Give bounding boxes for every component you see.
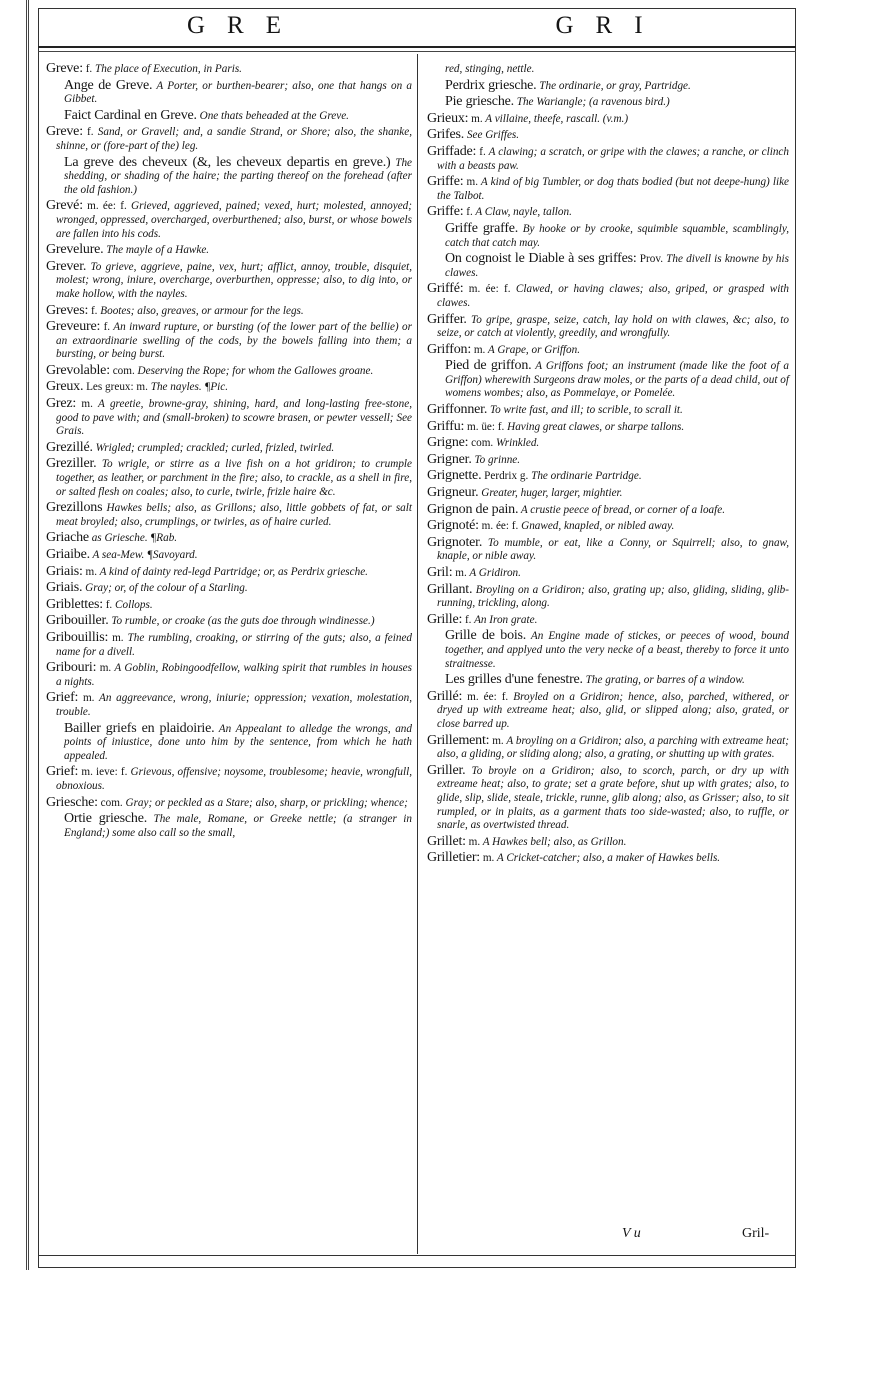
- dictionary-entry: [46, 631, 412, 659]
- entry-headword: Grevelure.: [46, 242, 104, 258]
- dictionary-entry: [427, 583, 789, 611]
- entry-headword: Grigneur.: [427, 485, 479, 501]
- entry-headword: Griffu:: [427, 418, 465, 434]
- entry-headword: Griffonner.: [427, 402, 488, 418]
- dictionary-entry: [427, 851, 789, 866]
- entry-grammar: f.: [82, 126, 94, 139]
- dictionary-entry: [46, 581, 412, 596]
- entry-headword: Gribouillis:: [46, 629, 109, 645]
- dictionary-entry: [427, 436, 789, 451]
- entry-headword: Greux.: [46, 379, 84, 395]
- entry-grammar: m. üe: f.: [464, 420, 505, 433]
- dictionary-entry: [427, 175, 789, 203]
- entry-headword: Pie griesche.: [445, 94, 514, 110]
- entry-definition: red, stinging, nettle.: [445, 63, 535, 75]
- entry-headword: Griller.: [427, 762, 466, 778]
- entry-headword: Griffade:: [427, 143, 477, 159]
- entry-headword: Griblettes:: [46, 596, 103, 612]
- dictionary-entry: [435, 252, 789, 280]
- dictionary-entry: [427, 503, 789, 518]
- dictionary-entry: [427, 112, 789, 127]
- entry-headword: Griesche:: [46, 794, 98, 810]
- dictionary-entry: [46, 199, 412, 241]
- entry-definition: Wrigled; crumpled; crackled; curled, frizled, twirled.: [92, 441, 335, 454]
- dictionary-entry: [46, 304, 412, 319]
- entry-headword: Grigner.: [427, 451, 472, 467]
- entry-headword: Pied de griffon.: [445, 358, 532, 374]
- entry-headword: Grieux:: [427, 110, 469, 126]
- entry-headword: Grezillé.: [46, 439, 93, 455]
- entry-definition: A Goblin, Robingoodfellow, walking spirit that rumbles in houses a nights.: [56, 662, 413, 688]
- dictionary-entry: [427, 403, 789, 418]
- entry-definition: Having great clawes, or sharpe tallons.: [504, 420, 685, 433]
- entry-headword: Faict Cardinal en Greve.: [64, 107, 197, 123]
- entry-definition: The ordinarie, or gray, Partridge.: [536, 79, 691, 92]
- entry-grammar: f.: [462, 613, 472, 626]
- dictionary-entry: [427, 536, 789, 564]
- entry-definition: A Porter, or burthen-bearer; also, one that hangs on a Gibbet.: [64, 79, 412, 106]
- dictionary-entry: [427, 205, 789, 220]
- entry-definition: as Griesche. ¶Rab.: [88, 532, 178, 545]
- entry-definition: The place of Execution, in Paris.: [92, 63, 242, 75]
- entry-headword: Grezillons: [46, 500, 103, 516]
- entry-headword: Grignoter.: [427, 534, 483, 550]
- dictionary-entry: [435, 95, 789, 110]
- entry-definition: Gray; or peckled as a Stare; also, sharp, or prickling; whence;: [122, 796, 408, 809]
- dictionary-entry: [46, 765, 412, 793]
- running-head-left: GRE: [187, 12, 303, 39]
- dictionary-entry: [46, 125, 412, 153]
- entry-headword: Grigne:: [427, 435, 469, 451]
- entry-headword: Perdrix griesche.: [445, 77, 537, 93]
- entry-definition: A crustie peece of bread, or corner of a loafe.: [518, 503, 726, 516]
- entry-definition: The Wariangle; (a ravenous bird.): [513, 96, 670, 109]
- dictionary-entry: [46, 661, 412, 689]
- entry-grammar: com.: [109, 364, 135, 377]
- entry-headword: Griaibe.: [46, 547, 90, 562]
- entry-definition: A Claw, nayle, tallon.: [472, 206, 572, 219]
- running-head-right: GRI: [555, 12, 665, 39]
- entry-definition: Bootes; also, greaves, or armour for the legs.: [97, 304, 304, 317]
- entry-definition: To rumble, or croake (as the guts doe through windinesse.): [108, 615, 375, 628]
- entry-grammar: m. ée: f.: [478, 520, 519, 533]
- entry-headword: Grief:: [46, 690, 79, 706]
- entry-headword: Greveure:: [46, 319, 101, 335]
- dictionary-entry: [427, 613, 789, 628]
- entry-headword: Ortie griesche.: [64, 811, 148, 827]
- entry-definition: Greater, huger, larger, mightier.: [478, 487, 623, 500]
- dictionary-entry: [54, 79, 412, 107]
- entry-grammar: Perdrix g.: [481, 470, 529, 483]
- entry-grammar: m. ieve: f.: [78, 766, 128, 779]
- entry-headword: Grillet:: [427, 833, 466, 849]
- entry-headword: Griais.: [46, 580, 83, 596]
- dictionary-entry: [427, 453, 789, 468]
- entry-definition: A Gridiron.: [466, 567, 521, 579]
- entry-definition: A kind of big Tumbler, or dog thats bodied (but not deepe-hung) like the Talbot.: [437, 176, 790, 202]
- entry-grammar: f.: [463, 206, 473, 219]
- entry-headword: Gribouiller.: [46, 613, 109, 629]
- catchword: Gril-: [742, 1226, 770, 1241]
- dictionary-entry: [46, 457, 412, 499]
- entry-definition: An Iron grate.: [471, 613, 538, 626]
- entry-headword: Gribouri:: [46, 660, 97, 676]
- entry-grammar: m.: [468, 112, 483, 125]
- entry-definition: A Hawkes bell; also, as Grillon.: [480, 835, 627, 848]
- entry-definition: Broyled on a Gridiron; hence, also, parched, withered, or dryed up with extreame heat; also, glid, or slipped along; also, grated, or close barred up.: [437, 690, 789, 730]
- entry-headword: Griais:: [46, 563, 83, 579]
- entry-definition: Clawed, or having clawes; also, griped, or grasped with clawes.: [437, 283, 789, 309]
- entry-grammar: f.: [476, 145, 486, 158]
- entry-headword: Grevolable:: [46, 362, 110, 378]
- entry-definition: See Griffes.: [464, 129, 520, 142]
- entry-definition: A Cricket-catcher; also, a maker of Hawkes bells.: [494, 852, 721, 865]
- entry-definition: The mayle of a Hawke.: [103, 244, 210, 257]
- header-rule-thin: [38, 51, 796, 52]
- dictionary-entry: [435, 673, 789, 688]
- dictionary-entry: [427, 282, 789, 310]
- entry-grammar: m.: [82, 565, 98, 578]
- dictionary-entry: [46, 614, 412, 629]
- entry-definition: The shedding, or shading of the haire; the parting thereof on the forehead (after the old fashion.): [64, 156, 413, 196]
- dictionary-entry: [427, 420, 789, 435]
- entry-grammar: m. ée: f.: [463, 283, 511, 296]
- dictionary-entry: [46, 260, 412, 302]
- dictionary-entry: [54, 722, 412, 764]
- entry-headword: Grevé:: [46, 198, 83, 214]
- entry-definition: An Engine made of stickes, or peeces of wood, bound together, and applyed unto the very necke of a beast, thereby to force it unto straitnesse.: [445, 630, 789, 670]
- header-rule: [38, 46, 796, 48]
- dictionary-entry: [54, 156, 412, 198]
- dictionary-entry: [54, 109, 412, 124]
- entry-definition: Collops.: [112, 598, 153, 611]
- entry-definition: A clawing; a scratch, or gripe with the clawes; a ranche, or clinch with a beasts paw.: [437, 145, 789, 172]
- entry-definition: The ordinarie Partridge.: [528, 470, 642, 483]
- entry-definition: Gray; or, of the colour of a Starling.: [82, 582, 248, 595]
- dictionary-entry: [46, 397, 412, 439]
- entry-grammar: m.: [76, 398, 93, 411]
- entry-definition: By hooke or by crooke, squimble squamble, scamblingly, catch that catch may.: [445, 222, 790, 249]
- dictionary-entry: [427, 128, 789, 143]
- dictionary-entry: [46, 320, 412, 362]
- dictionary-entry: [46, 243, 412, 258]
- entry-grammar: f.: [82, 63, 93, 75]
- entry-definition: An Appealant to alledge the wrongs, and points of iniustice, done unto him by the sentence, from which he hath appealed.: [64, 722, 412, 762]
- entry-headword: Griffer.: [427, 311, 467, 327]
- dictionary-entry: [435, 359, 789, 401]
- entry-definition: The nayles. ¶Pic.: [147, 381, 229, 394]
- dictionary-entry: [427, 519, 789, 534]
- dictionary-entry: [427, 313, 789, 341]
- entry-headword: Grille:: [427, 611, 463, 627]
- entry-headword: Grever.: [46, 258, 87, 274]
- entry-grammar: Les greux: m.: [83, 381, 148, 394]
- dictionary-entry: [54, 812, 412, 840]
- dictionary-entry: [435, 629, 789, 671]
- dictionary-entry: [46, 548, 412, 563]
- entry-definition: To grieve, aggrieve, paine, vex, hurt; afflict, annoy, trouble, disquiet, molest; wrong, iniure, overcharge, overburthen, oppresse; also, to dig into, or make hollow, with the nayles.: [56, 260, 412, 300]
- dictionary-entry: [46, 441, 412, 456]
- entry-definition: A villaine, theefe, rascall. (v.m.): [482, 112, 629, 125]
- entry-headword: Greve:: [46, 124, 83, 140]
- entry-headword: Greves:: [46, 302, 89, 318]
- entry-definition: Grievous, offensive; noysome, troublesome; heavie, wrongfull, obnoxious.: [56, 766, 413, 792]
- dictionary-entry: [427, 734, 789, 762]
- dictionary-entry: [427, 566, 789, 581]
- entry-definition: The divell is knowne by his clawes.: [445, 253, 789, 279]
- entry-headword: Griffe:: [427, 174, 464, 190]
- entry-grammar: m.: [465, 835, 481, 848]
- entry-definition: A sea-Mew. ¶Savoyard.: [89, 549, 198, 561]
- dictionary-entry: [46, 364, 412, 379]
- entry-headword: Grignoté:: [427, 518, 479, 534]
- binding-edge: [16, 0, 29, 1270]
- entry-headword: Griache: [46, 530, 89, 546]
- entry-headword: Les grilles d'une fenestre.: [445, 672, 583, 688]
- entry-definition: A Grape, or Griffon.: [485, 343, 581, 356]
- entry-headword: Grief:: [46, 764, 79, 780]
- entry-definition: A broyling on a Gridiron; also, a parching with extreame heat; also, a gliding, or sliding along; also, a grating, or shutting up with grates.: [437, 734, 789, 761]
- entry-grammar: m.: [463, 176, 479, 189]
- entry-headword: Bailler griefs en plaidoirie.: [64, 720, 215, 736]
- entry-definition: A kind of dainty red-legd Partridge; or, as Perdrix griesche.: [97, 565, 368, 578]
- entry-grammar: m. ée: f.: [82, 200, 127, 213]
- entry-definition: Sand, or Gravell; and, a sandie Strand, or Shore; also, the shanke, shinne, or (fore-part of the) leg.: [56, 126, 412, 152]
- entry-grammar: m.: [96, 662, 112, 675]
- entry-headword: Grignon de pain.: [427, 501, 519, 517]
- entry-definition: To grinne.: [471, 453, 521, 466]
- dictionary-entry: [427, 764, 789, 833]
- entry-definition: To wrigle, or stirre as a live fish on a hot gridiron; to crumple together, as leather, or parchment in the fire; also, to crackle, as a shell in fire, or salted flesh on coales; also, to curle, twirle, frizle haire &c.: [56, 458, 412, 498]
- right-column: [427, 62, 789, 868]
- entry-grammar: m.: [471, 343, 486, 356]
- entry-definition: Deserving the Rope; for whom the Gallowes groane.: [134, 364, 374, 377]
- entry-grammar: m.: [452, 567, 467, 579]
- entry-headword: Ange de Greve.: [64, 77, 153, 93]
- entry-definition: Wrinkled.: [493, 437, 540, 450]
- column-divider: [417, 54, 418, 1254]
- dictionary-entry: [46, 598, 412, 613]
- dictionary-entry: [427, 145, 789, 173]
- entry-grammar: m.: [108, 631, 124, 644]
- entry-headword: Grez:: [46, 396, 77, 412]
- dictionary-entry: [46, 531, 412, 546]
- entry-grammar: com.: [468, 437, 494, 450]
- dictionary-entry: [46, 62, 412, 77]
- dictionary-entry: [427, 835, 789, 850]
- entry-definition: To broyle on a Gridiron; also, to scorch, parch, or dry up with extreame heat; also, to grate; set a grate before, shut up with grates; also, to glide, slip, slide, steale, trickle, runne, glib along; also, as Grisser; also, to sit rumpled, or in plaits, as a garment thats too side-wasted; also, to ruffle, or snarle, as overtwisted thread.: [437, 764, 789, 832]
- entry-grammar: f.: [100, 321, 111, 334]
- entry-headword: Griffe:: [427, 204, 464, 220]
- entry-headword: Griffon:: [427, 341, 472, 357]
- entry-definition: The grating, or barres of a window.: [582, 674, 745, 687]
- entry-headword: La greve des cheveux (&, les cheveux departis en greve.): [64, 154, 391, 170]
- signature-mark: V u: [622, 1226, 641, 1241]
- dictionary-entry: [46, 501, 412, 529]
- entry-headword: Grillant.: [427, 581, 473, 597]
- entry-headword: Griffé:: [427, 281, 464, 297]
- entry-headword: Grilletier:: [427, 850, 481, 866]
- dictionary-entry: [46, 565, 412, 580]
- dictionary-entry: [46, 380, 412, 395]
- entry-definition: The male, Romane, or Greeke nettle; (a stranger in England;) some also call so the small,: [64, 813, 412, 839]
- entry-definition: An inward rupture, or bursting (of the lower part of the bellie) or an extraordinarie swelling of the cods, by the bowels falling into them; a bursting, or being burst.: [56, 321, 412, 361]
- dictionary-entry: [435, 222, 789, 250]
- entry-headword: Grifes.: [427, 127, 465, 143]
- dictionary-entry: [435, 62, 789, 77]
- dictionary-entry: [46, 691, 412, 719]
- entry-definition: A greetie, browne-gray, shining, hard, and long-lasting free-stone, good to pave with; and (small-broken) to scowre brasen, or pewter vessell; See Grais.: [56, 398, 412, 438]
- entry-headword: Grillement:: [427, 732, 490, 748]
- dictionary-entry: [427, 486, 789, 501]
- entry-definition: To write fast, and ill; to scrible, to scrall it.: [487, 404, 683, 417]
- entry-headword: Grille de bois.: [445, 628, 527, 644]
- dictionary-entry: [427, 343, 789, 358]
- entry-definition: One thats beheaded at the Greve.: [196, 109, 349, 122]
- entry-grammar: f.: [88, 304, 98, 317]
- entry-headword: Grillé:: [427, 688, 463, 704]
- left-column: [46, 62, 412, 842]
- entry-grammar: m.: [78, 692, 95, 705]
- entry-headword: On cognoist le Diable à ses griffes:: [445, 251, 637, 267]
- entry-definition: The rumbling, croaking, or stirring of the guts; also, a feined name for a divell.: [56, 631, 412, 658]
- entry-headword: Greziller.: [46, 456, 97, 472]
- entry-definition: Gnawed, knapled, or nibled away.: [518, 520, 675, 533]
- entry-definition: To gripe, graspe, seize, catch, lay hold on with clawes, &c; also, to seize, or catch at violently, greedily, and wrongfully.: [437, 313, 789, 340]
- entry-headword: Grignette.: [427, 468, 482, 484]
- entry-headword: Griffe graffe.: [445, 220, 519, 236]
- entry-definition: To mumble, or eat, like a Conny, or Squirrell; also, to gnaw, knaple, or nible away.: [437, 536, 789, 563]
- entry-definition: Broyling on a Gridiron; also, grating up; also, gliding, sliding, glib-running, trickling, along.: [437, 583, 789, 610]
- entry-definition: A Griffons foot; an instrument (made like the foot of a Griffon) wherewith Surgeons draw moles, or the parts of a dead child, out of womens wombes; also, as Pommelaye, or Pomelée.: [445, 360, 789, 400]
- entry-definition: Hawkes bells; also, as Grillons; also, little gobbets of fat, or salt meat broyled; also, crumplings, or twirles, as of haire curled.: [56, 502, 412, 528]
- entry-headword: Greve:: [46, 61, 83, 76]
- dictionary-entry: [46, 796, 412, 811]
- entry-grammar: m.: [480, 852, 495, 865]
- entry-grammar: m. ée: f.: [462, 690, 509, 703]
- entry-headword: Gril:: [427, 565, 453, 580]
- dictionary-entry: [435, 79, 789, 94]
- dictionary-entry: [427, 690, 789, 732]
- dictionary-entry: [427, 469, 789, 484]
- entry-grammar: Prov.: [636, 253, 663, 266]
- bottom-rule: [38, 1255, 796, 1256]
- entry-definition: An aggreevance, wrong, iniurie; oppression; vexation, molestation, trouble.: [56, 692, 412, 718]
- entry-grammar: com.: [97, 796, 123, 809]
- entry-grammar: f.: [102, 598, 113, 611]
- entry-grammar: m.: [489, 734, 504, 747]
- entry-definition: Grieved, aggrieved, pained; vexed, hurt; molested, annoyed; wronged, oppressed, overcharged, overburthened; also, burst, or whose bowels are fallen into his cods.: [56, 200, 412, 240]
